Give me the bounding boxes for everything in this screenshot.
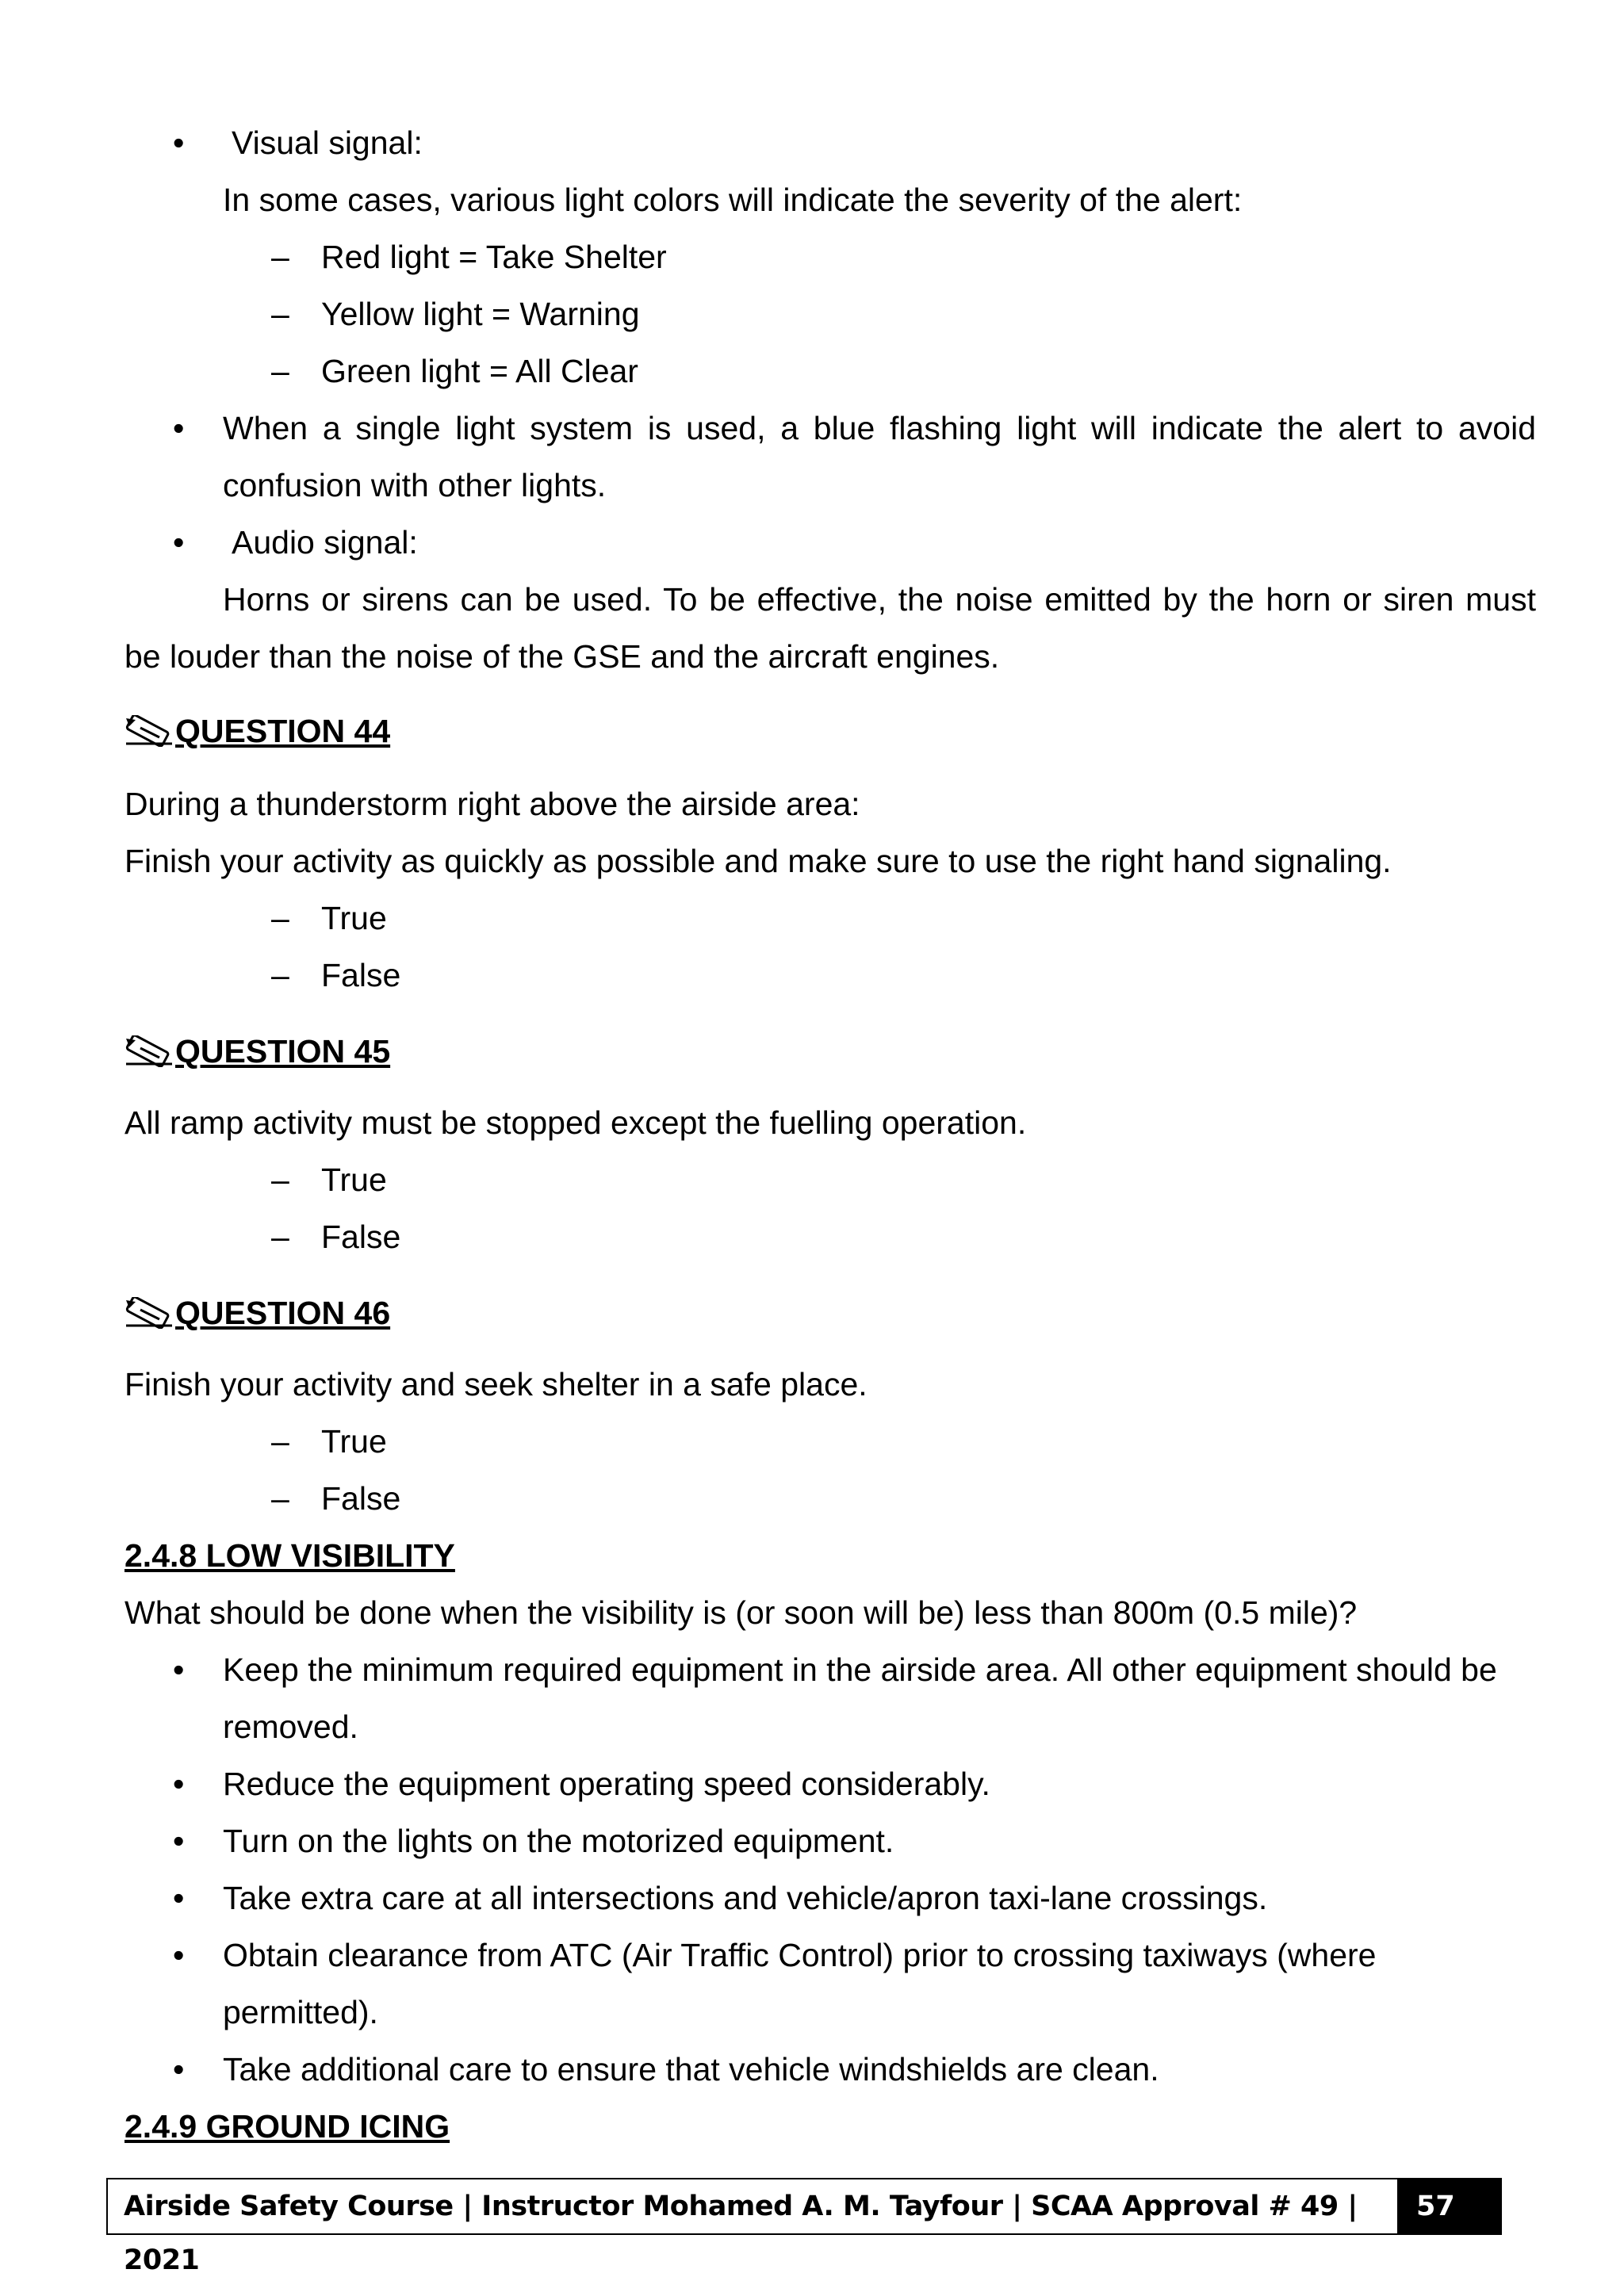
low-visibility-item-4: Take extra care at all intersections and vehicle/apron taxi-lane crossings.: [223, 1880, 1268, 1916]
question-44-heading: [124, 702, 390, 760]
pencil-icon: [124, 1035, 174, 1067]
single-light-line-2: confusion with other lights.: [223, 467, 607, 503]
pencil-icon: [124, 1297, 174, 1329]
dash: –: [271, 957, 289, 993]
bullet: •: [173, 1766, 185, 1802]
question-46-option-false: False: [321, 1480, 401, 1517]
page-number: 57: [1397, 2179, 1500, 2233]
bullet: •: [173, 1651, 185, 1688]
bullet: •: [173, 524, 185, 561]
pencil-icon: [124, 715, 174, 747]
question-46-option-true: True: [321, 1423, 387, 1460]
footer-text: Airside Safety Course | Instructor Mohamed A. M. Tayfour | SCAA Approval # 49 | 2021: [124, 2191, 1358, 2276]
question-45-option-false: False: [321, 1219, 401, 1255]
question-44-option-false: False: [321, 957, 401, 993]
question-45-heading: [124, 1023, 390, 1080]
light-item-green: Green light = All Clear: [321, 353, 638, 389]
page-footer: [106, 2178, 1502, 2276]
question-45-option-true: True: [321, 1161, 387, 1198]
dash: –: [271, 1423, 289, 1460]
dash: –: [271, 239, 289, 275]
dash: –: [271, 1161, 289, 1198]
bullet: •: [173, 410, 185, 446]
light-item-red: Red light = Take Shelter: [321, 239, 667, 275]
low-visibility-item-5-cont: permitted).: [223, 1994, 378, 2030]
question-46-title: QUESTION 46: [175, 1295, 391, 1331]
question-44-title: QUESTION 44: [175, 713, 391, 749]
audio-signal-line-2: be louder than the noise of the GSE and the aircraft engines.: [124, 638, 1000, 675]
low-visibility-question: What should be done when the visibility is (or soon will be) less than 800m (0.5 mile)?: [124, 1594, 1358, 1631]
light-item-yellow: Yellow light = Warning: [321, 296, 640, 332]
low-visibility-item-6: Take additional care to ensure that vehicle windshields are clean.: [223, 2051, 1159, 2087]
visual-signal-heading: Visual signal:: [232, 124, 423, 161]
bullet: •: [173, 1880, 185, 1916]
audio-signal-line-1: Horns or sirens can be used. To be effective, the noise emitted by the horn or siren must: [223, 581, 1536, 618]
bullet: •: [173, 2051, 185, 2087]
question-45-title: QUESTION 45: [175, 1033, 391, 1070]
question-46-text-1: Finish your activity and seek shelter in a safe place.: [124, 1366, 868, 1402]
section-heading-ground-icing: 2.4.9 GROUND ICING: [124, 2108, 450, 2145]
visual-signal-intro: In some cases, various light colors will indicate the severity of the alert:: [223, 182, 1243, 218]
question-44-text-2: Finish your activity as quickly as possible and make sure to use the right hand signaling.: [124, 843, 1392, 879]
bullet: •: [173, 124, 185, 161]
question-46-heading: [124, 1284, 390, 1341]
low-visibility-item-2: Reduce the equipment operating speed considerably.: [223, 1766, 990, 1802]
single-light-line-1: When a single light system is used, a blue flashing light will indicate the alert to avoid: [223, 410, 1536, 446]
dash: –: [271, 296, 289, 332]
dash: –: [271, 1480, 289, 1517]
bullet: •: [173, 1937, 185, 1973]
question-44-option-true: True: [321, 900, 387, 936]
section-heading-low-visibility: 2.4.8 LOW VISIBILITY: [124, 1537, 455, 1574]
low-visibility-item-1-cont: removed.: [223, 1709, 358, 1745]
low-visibility-item-3: Turn on the lights on the motorized equipment.: [223, 1823, 894, 1859]
low-visibility-item-5: Obtain clearance from ATC (Air Traffic Control) prior to crossing taxiways (where: [223, 1937, 1377, 1973]
dash: –: [271, 900, 289, 936]
audio-signal-heading: Audio signal:: [232, 524, 418, 561]
question-44-text-1: During a thunderstorm right above the airside area:: [124, 786, 860, 822]
bullet: •: [173, 1823, 185, 1859]
low-visibility-item-1: Keep the minimum required equipment in the airside area. All other equipment should be: [223, 1651, 1497, 1688]
dash: –: [271, 1219, 289, 1255]
dash: –: [271, 353, 289, 389]
question-45-text-1: All ramp activity must be stopped except the fuelling operation.: [124, 1104, 1027, 1141]
